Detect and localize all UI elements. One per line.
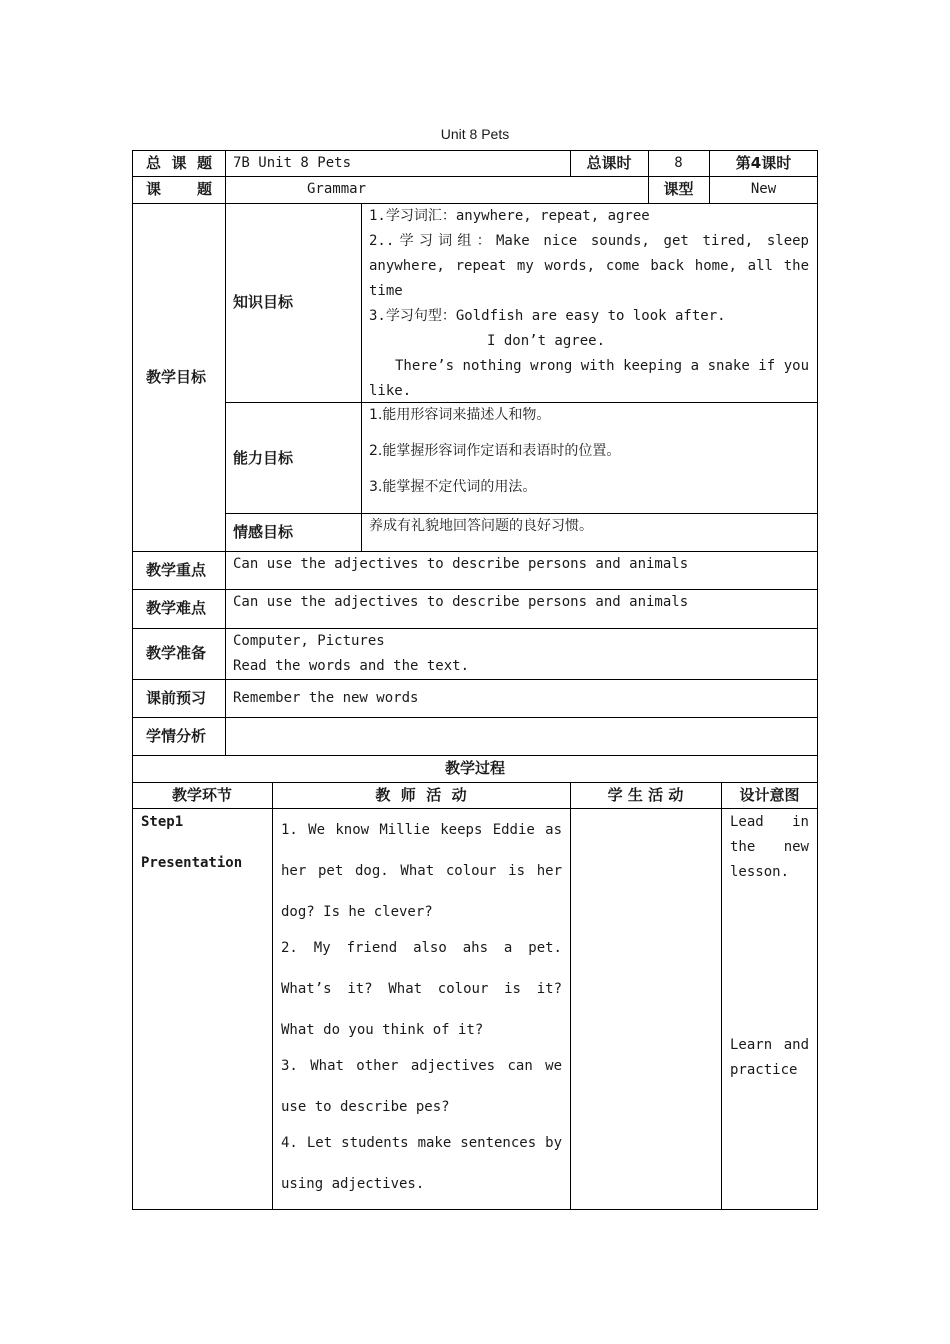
- preview-label: 课前预习: [146, 689, 207, 707]
- prep-line: Computer, Pictures: [233, 633, 385, 649]
- difficulty-label: 教学难点: [146, 599, 207, 617]
- total-topic-label: 总 课 题: [146, 154, 212, 172]
- knowledge-label: 知识目标: [233, 293, 294, 311]
- type-label: 课型: [663, 180, 694, 198]
- rule: [361, 203, 362, 551]
- rule: [721, 782, 722, 1210]
- step-name: Step1: [141, 814, 184, 830]
- emotion-objective: 养成有礼貌地回答问题的良好习惯。: [369, 518, 593, 534]
- ability-item: 3.能掌握不定代词的用法。: [369, 479, 537, 495]
- col-teacher: 教 师 活 动: [375, 786, 467, 804]
- knowledge-objectives: [369, 204, 809, 404]
- prep-line: Read the words and the text.: [233, 658, 470, 674]
- teacher-item: 2. My friend also ahs a pet. What’s it? What colour is it? What do you think of it?: [281, 940, 562, 1038]
- type-value: New: [750, 181, 777, 197]
- prep-value: [233, 629, 813, 679]
- knowledge-item: There’s nothing wrong with keeping a snake if you like.: [369, 358, 809, 399]
- ability-objectives: [369, 403, 809, 500]
- knowledge-item: 1.学习词汇：anywhere, repeat, agree: [369, 208, 650, 224]
- design-intent-2: Learn and practice: [730, 1037, 809, 1078]
- knowledge-item: 2..学习词组：Make nice sounds, get tired, sleep anywhere, repeat my words, come back home, all the time: [369, 233, 809, 299]
- lesson-number: 第4课时: [735, 154, 792, 172]
- total-hours-label: 总课时: [586, 154, 632, 172]
- total-hours-value: 8: [674, 155, 683, 171]
- topic-value: Grammar: [307, 181, 367, 197]
- design-intent-1: Lead in the new lesson.: [730, 814, 809, 880]
- rule: [132, 808, 818, 809]
- focus-label: 教学重点: [146, 561, 207, 579]
- col-design: 设计意图: [739, 786, 800, 804]
- teacher-item: 3. What other adjectives can we use to describe pes?: [281, 1058, 562, 1115]
- ability-label: 能力目标: [233, 449, 294, 467]
- analysis-label: 学情分析: [146, 727, 207, 745]
- rule: [132, 717, 818, 718]
- rule: [272, 782, 273, 1210]
- emotion-label: 情感目标: [233, 523, 294, 541]
- document-title: Unit 8 Pets: [440, 126, 510, 142]
- knowledge-item: I don’t agree.: [487, 333, 606, 349]
- step-phase: Presentation: [141, 855, 243, 871]
- col-student: 学 生 活 动: [607, 786, 684, 804]
- rule: [132, 679, 818, 680]
- process-title: 教学过程: [444, 759, 505, 777]
- topic-label: 课 题: [146, 180, 212, 198]
- rule: [570, 782, 571, 1210]
- prep-label: 教学准备: [146, 644, 207, 662]
- total-topic-value: 7B Unit 8 Pets: [233, 155, 352, 171]
- ability-item: 2.能掌握形容词作定语和表语时的位置。: [369, 443, 621, 459]
- rule: [225, 150, 226, 755]
- difficulty-value: Can use the adjectives to describe persons and animals: [233, 594, 689, 610]
- knowledge-item: 3.学习句型：Goldfish are easy to look after.: [369, 308, 726, 324]
- teacher-item: 4. Let students make sentences by using adjectives.: [281, 1135, 562, 1192]
- focus-value: Can use the adjectives to describe persons and animals: [233, 556, 689, 572]
- objectives-label: 教学目标: [146, 368, 207, 386]
- teacher-item: 1. We know Millie keeps Eddie as her pet dog. What colour is her dog? Is he clever?: [281, 822, 562, 920]
- preview-value: Remember the new words: [233, 690, 419, 706]
- col-stage: 教学环节: [171, 786, 232, 804]
- teacher-activities: [281, 810, 562, 1205]
- ability-item: 1.能用形容词来描述人和物。: [369, 407, 551, 423]
